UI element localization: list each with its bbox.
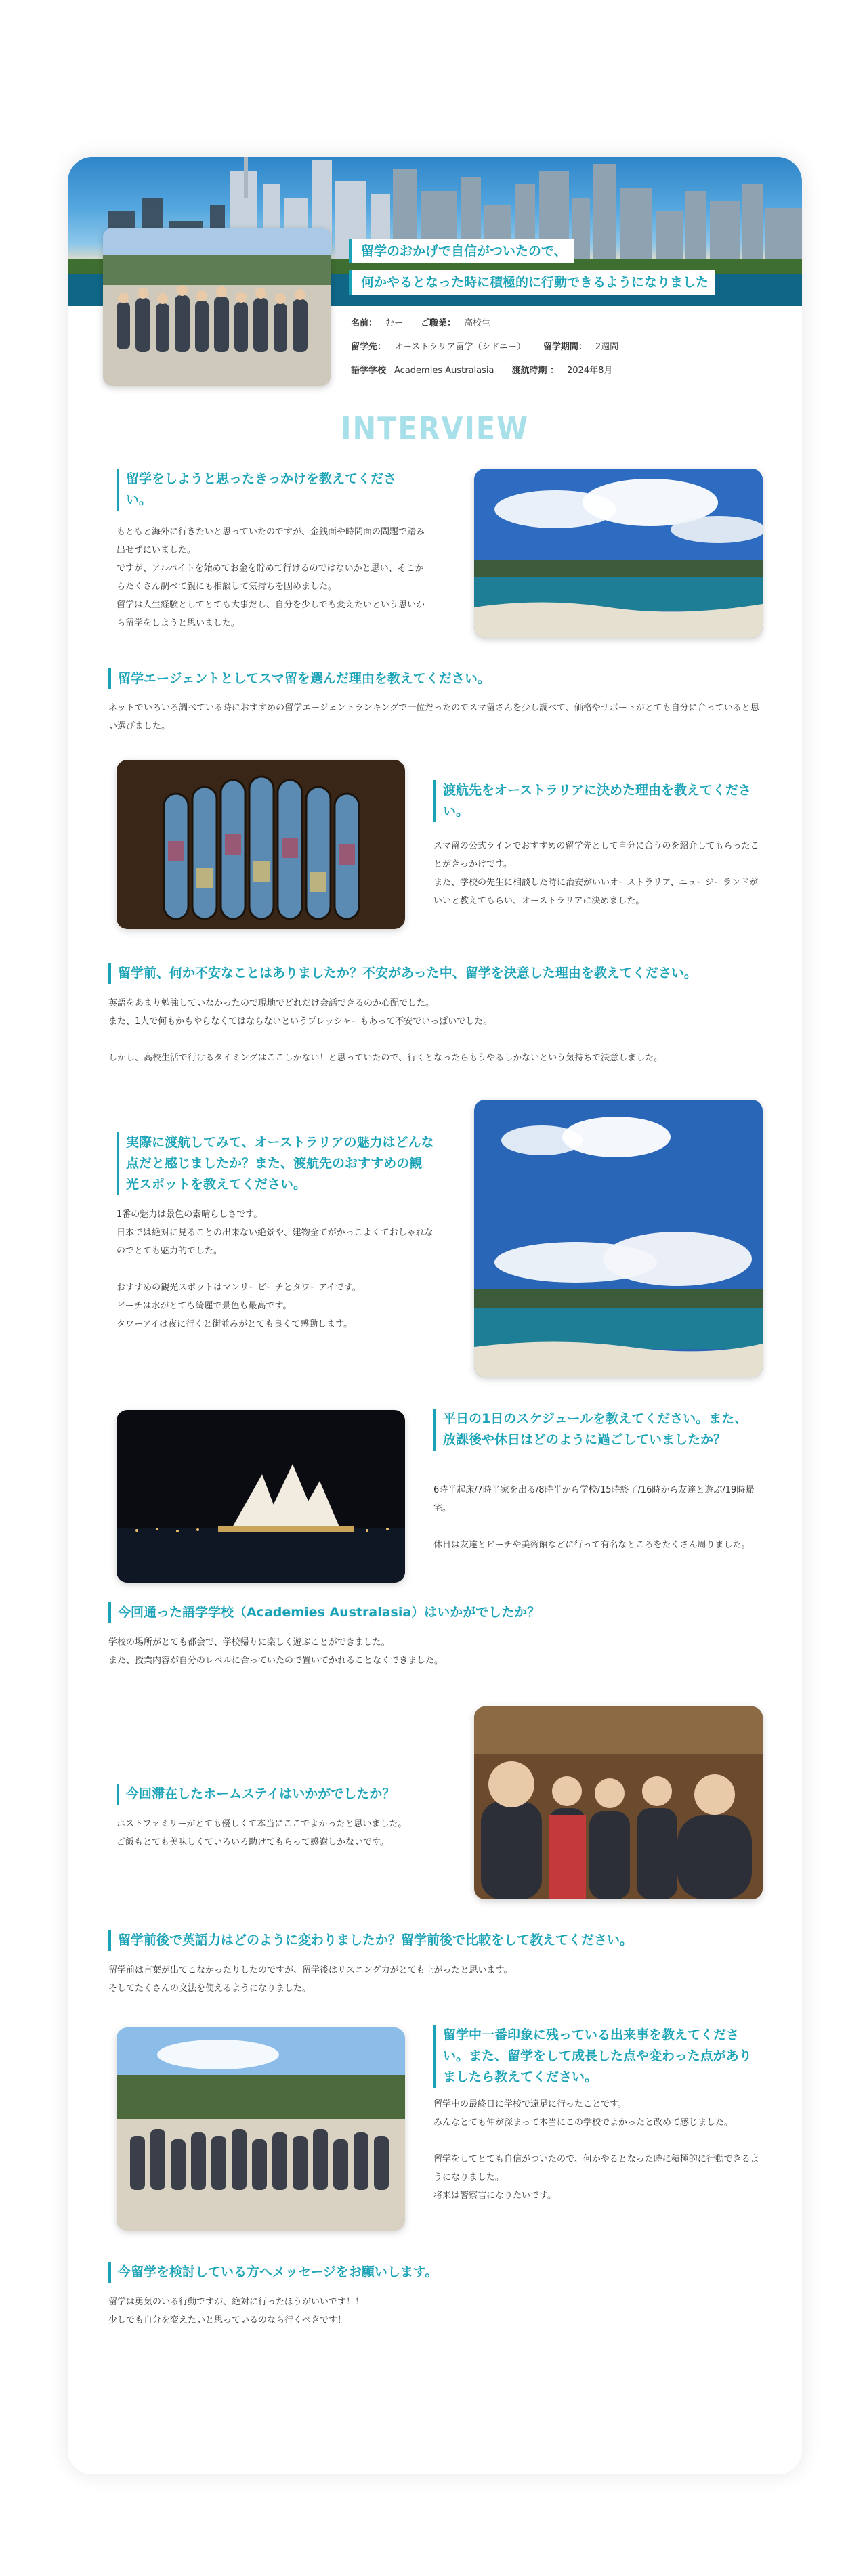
destination-label: 留学先： bbox=[351, 342, 387, 352]
opera-house-night-photo bbox=[117, 1410, 405, 1583]
beach-photo-2 bbox=[474, 1100, 763, 1377]
cathedral-window-photo bbox=[117, 760, 405, 929]
question-1: 留学をしようと思ったきっかけを教えてください。 bbox=[117, 469, 421, 511]
question-11: 今留学を検討している方へメッセージをお願いします。 bbox=[108, 2262, 759, 2283]
answer-6: 6時半起床/7時半家を出る/8時半から学校/15時終了/16時から友達と遊ぶ/19時帰宅。 休日は友達とビーチや美術館などに行って有名なところをたくさん周りました。 bbox=[434, 1485, 755, 1550]
group-photo-main bbox=[103, 228, 331, 386]
question-2: 留学エージェントとしてスマ留を選んだ理由を教えてください。 bbox=[108, 668, 759, 689]
profile-info bbox=[351, 312, 636, 383]
interview-section-title: INTERVIEW bbox=[341, 410, 529, 447]
question-3: 渡航先をオーストラリアに決めた理由を教えてください。 bbox=[434, 780, 759, 822]
interview-card bbox=[68, 157, 802, 2474]
school-label: 語学学校 bbox=[351, 366, 387, 376]
name-label: 名前： bbox=[351, 318, 378, 328]
answer-11: 留学は勇気のいる行動ですが、絶対に行ったほうがいいです！！ 少しでも自分を変えたいと思っているのなら行くべきです！ bbox=[108, 2297, 364, 2325]
answer-8: ホストファミリーがとても優しくて本当にここでよかったと思いました。 ご飯もとても美味しくていろいろ助けてもらって感謝しかないです。 bbox=[117, 1819, 407, 1847]
answer-1: もともと海外に行きたいと思っていたのですが、金銭面や時間面の問題で踏み出せずにいました。 ですが、アルバイトを始めてお金を貯めて行けるのではないかと思い、そこからたくさん調べて親にも相談して気持ちを固めました。 留学は人生経験としてとても大事だし、自分を少しでも変えたいという思いから留学をしようと思いました。 bbox=[117, 527, 425, 628]
headline bbox=[349, 239, 715, 301]
question-10: 留学中一番印象に残っている出来事を教えてください。また、留学をして成長した点や変わった点がありましたら教えてください。 bbox=[434, 2025, 759, 2088]
answer-2: ネットでいろいろ調べている時におすすめの留学エージェントランキングで一位だったのでスマ留さんを少し調べて、価格やサポートがとても自分に合っていると思い選びました。 bbox=[108, 703, 759, 731]
headline-line-1: 留学のおかげで自信がついたので、 bbox=[349, 239, 574, 263]
question-5: 実際に渡航してみて、オーストラリアの魅力はどんな点だと感じましたか？また、渡航先のおすすめの観光スポットを教えてください。 bbox=[117, 1132, 435, 1195]
profile-row-destination bbox=[351, 335, 636, 359]
period-value: 2週間 bbox=[595, 342, 619, 352]
name-value: むー bbox=[385, 318, 404, 328]
homestay-group-photo bbox=[474, 1706, 763, 1899]
answer-3: スマ留の公式ラインでおすすめの留学先として自分に合うのを紹介してもらったことがきっかけです。 また、学校の先生に相談した時に治安がいいオーストラリア、ニュージーランドがいいと教えてもらい、オーストラリアに決めました。 bbox=[434, 841, 759, 906]
question-8: 今回滞在したホームステイはいかがでしたか？ bbox=[117, 1784, 435, 1805]
occupation-label: ご職業： bbox=[421, 318, 457, 328]
answer-4: 英語をあまり勉強していなかったので現地でどれだけ会話できるのか心配でした。 また、1人で何もかもやらなくてはならないというプレッシャーもあって不安でいっぱいでした。 しかし、高校生活で行けるタイミングはここしかない！と思っていたので、行くとなったらもうやるしかないという気持ちで決意しました。 bbox=[108, 998, 663, 1063]
occupation-value: 高校生 bbox=[464, 318, 491, 328]
excursion-group-photo bbox=[117, 2027, 405, 2231]
question-9: 留学前後で英語力はどのように変わりましたか？留学前後で比較をして教えてください。 bbox=[108, 1930, 759, 1951]
question-4: 留学前、何か不安なことはありましたか？不安があった中、留学を決意した理由を教えてください。 bbox=[108, 963, 759, 984]
timing-label: 渡航時期 ： bbox=[511, 366, 559, 376]
answer-7: 学校の場所がとても都会で、学校帰りに楽しく遊ぶことができました。 また、授業内容が自分のレベルに合っていたので置いてかれることなくできました。 bbox=[108, 1637, 444, 1666]
question-6: 平日の1日のスケジュールを教えてください。また、放課後や休日はどのように過ごしていましたか？ bbox=[434, 1409, 759, 1451]
answer-10: 留学中の最終日に学校で遠足に行ったことです。 みんなとても仲が深まって本当にこの学校でよかったと改めて感じました。 留学をしてとても自信がついたので、何かやるとなった時に積極的に行動できるようになりました。 将来は警察官になりたいです。 bbox=[434, 2099, 759, 2201]
answer-9: 留学前は言葉が出てこなかったりしたのですが、留学後はリスニング力がとても上がったと思います。 そしてたくさんの文法を使えるようになりました。 bbox=[108, 1965, 513, 1994]
beach-photo-1 bbox=[474, 469, 763, 638]
school-value: Academies Australasia bbox=[394, 366, 494, 376]
timing-value: 2024年8月 bbox=[567, 366, 613, 376]
answer-5: 1番の魅力は景色の素晴らしさです。 日本では絶対に見ることの出来ない絶景や、建物全てがかっこよくておしゃれなのでとても魅力的でした。 おすすめの観光スポットはマンリービーチとタワーアイです。 ビーチは水がとても綺麗で景色も最高です。 タワーアイは夜に行くと街並みがとても良くて感動します。 bbox=[117, 1209, 434, 1329]
profile-row-school bbox=[351, 359, 636, 383]
profile-row-name bbox=[351, 312, 636, 335]
period-label: 留学期間： bbox=[543, 342, 587, 352]
question-7: 今回通った語学学校（Academies Australasia）はいかがでしたか？ bbox=[108, 1602, 759, 1623]
headline-line-2: 何かやるとなった時に積極的に行動できるようになりました bbox=[349, 270, 715, 295]
destination-value: オーストラリア留学（シドニー） bbox=[394, 342, 526, 352]
